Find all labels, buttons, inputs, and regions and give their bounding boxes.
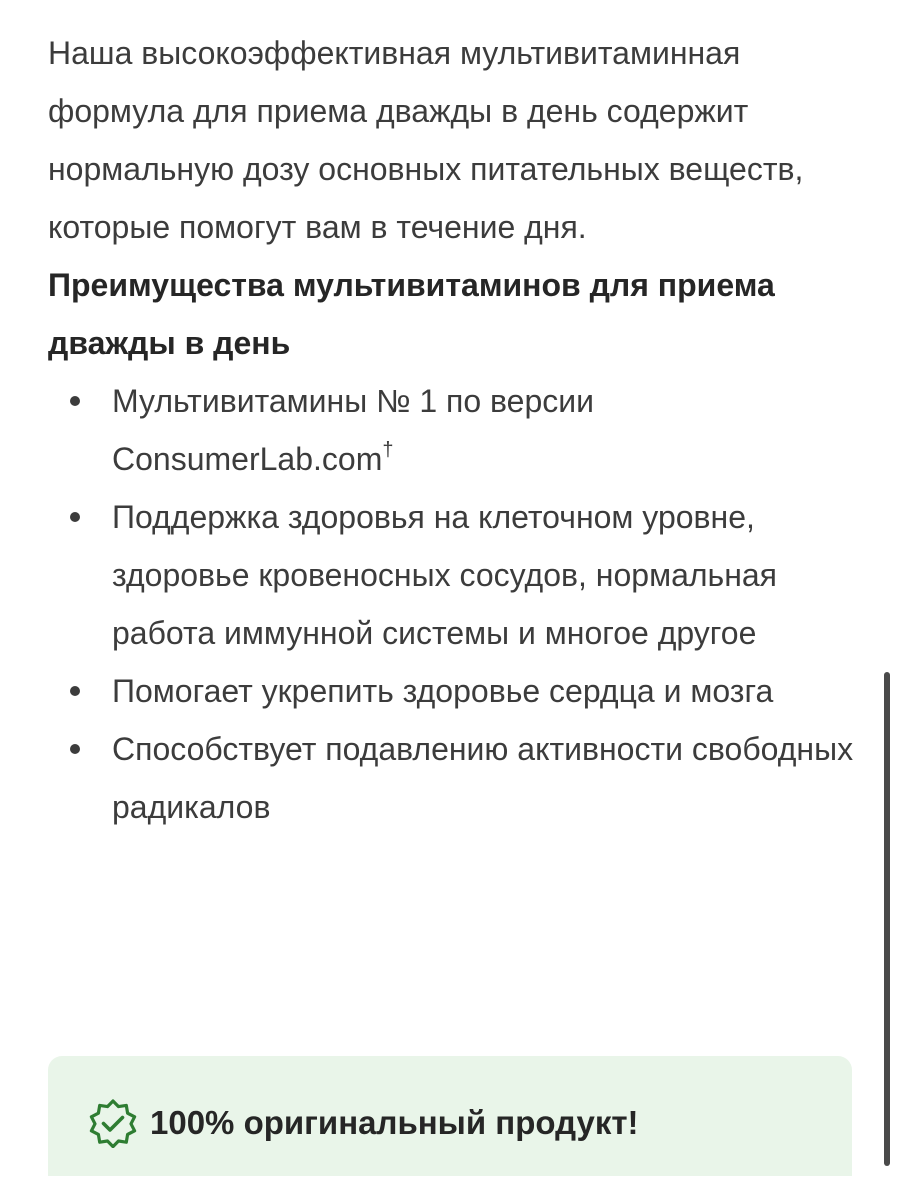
footnote-marker: † [382,439,394,461]
bullet-icon [70,512,80,522]
bullet-icon [70,686,80,696]
benefit-text: Поддержка здоровья на клеточном уровне, здоровье кровеносных сосудов, нормальная работа иммунной системы и многое другое [112,499,777,651]
vertical-scrollbar[interactable] [884,672,890,1166]
bullet-icon [70,396,80,406]
list-item [48,720,858,836]
list-item [48,372,858,488]
list-item [48,662,858,720]
list-item [48,488,858,662]
original-product-badge [88,1098,639,1148]
original-product-banner [48,1056,852,1176]
benefit-text: Мультивитамины № 1 по версии ConsumerLab.com [112,383,594,477]
intro-paragraph: Наша высокоэффективная мультивитаминная формула для приема дважды в день содержит нормальную дозу основных питательных веществ, которые помогут вам в течение дня. [48,35,804,245]
bullet-icon [70,744,80,754]
verified-check-badge-icon [88,1098,138,1148]
benefit-text: Способствует подавлению активности свободных радикалов [112,731,854,825]
product-description [48,24,858,836]
benefits-heading: Преимущества мультивитаминов для приема дважды в день [48,267,775,361]
benefit-text: Помогает укрепить здоровье сердца и мозга [112,673,774,709]
benefits-list [48,372,858,836]
badge-label: 100% оригинальный продукт! [150,1104,639,1141]
